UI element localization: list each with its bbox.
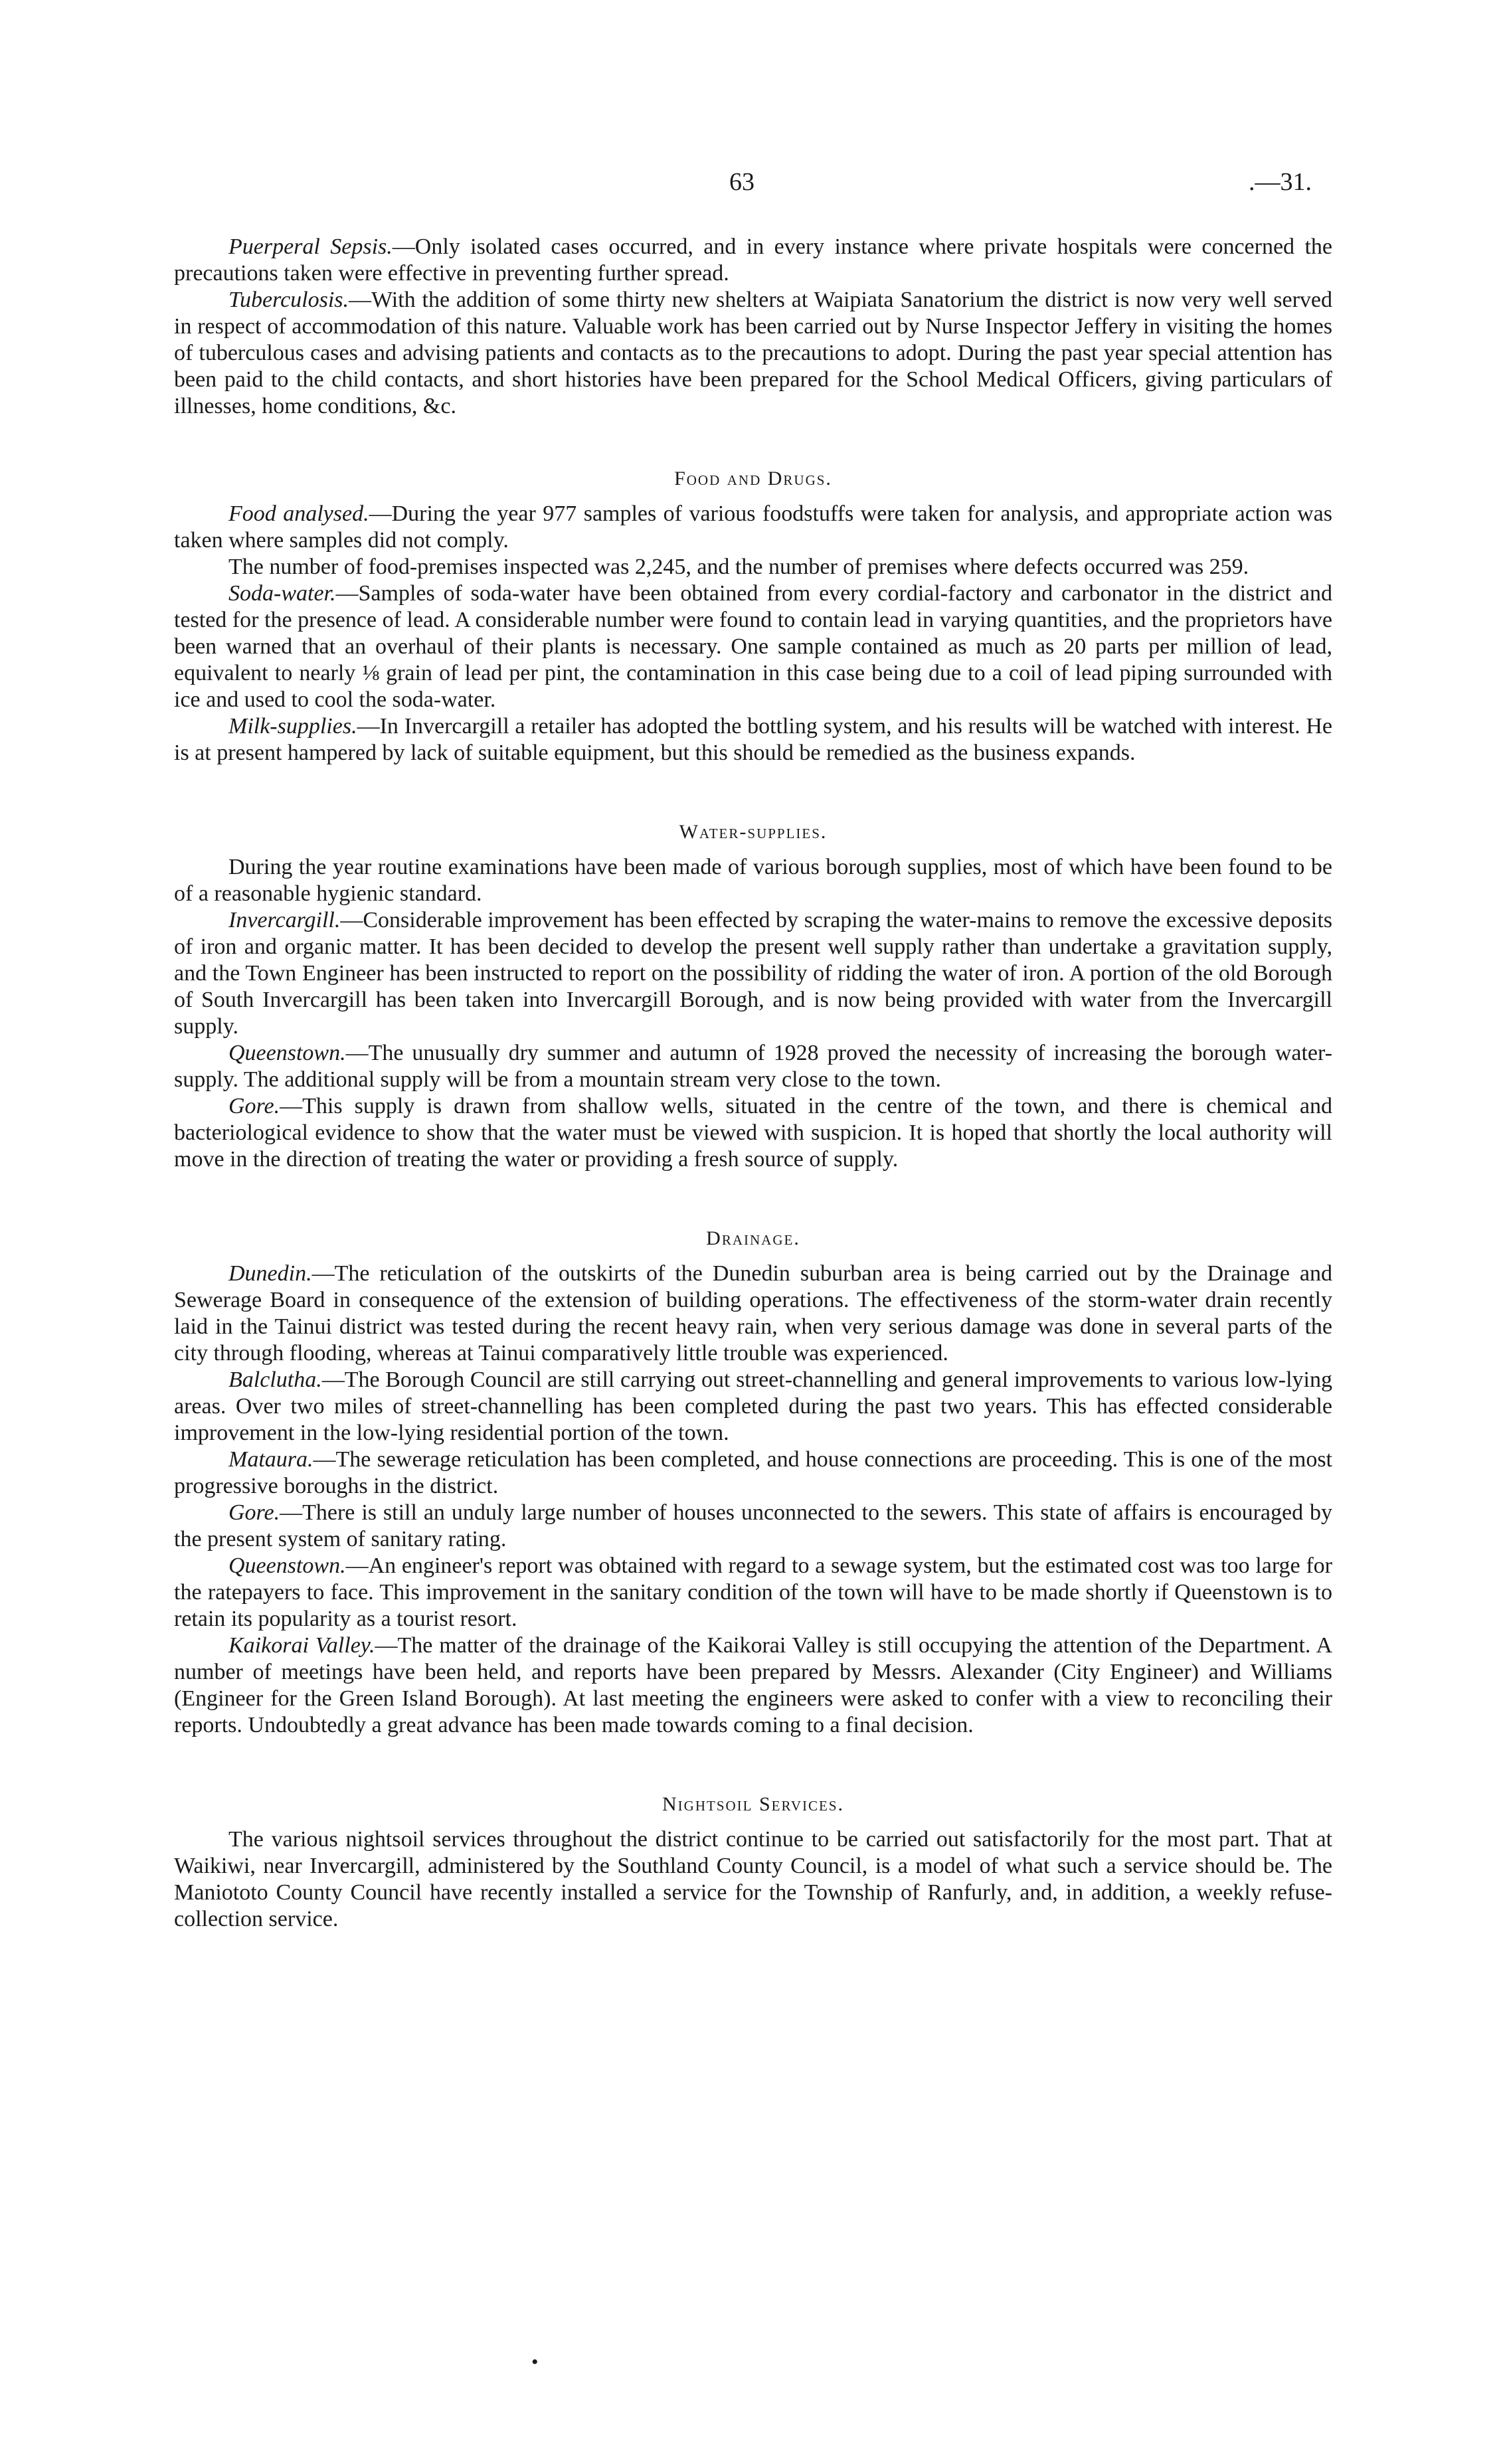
paragraph-text: —The reticulation of the outskirts of the Dunedin suburban area is being carried out by the Drainage and Sewerage Board in consequence of the extension of building operations. The effectiveness of the storm-water drain recently laid in the Tainui district was tested during the recent heavy rain, when very serious damage was done in several parts of the city through flooding, whereas at Tainui comparatively little trouble was experienced. — [174, 1261, 1332, 1365]
paragraph-lead: Gore. — [228, 1500, 280, 1525]
paragraph-puerperal-sepsis — [174, 234, 1332, 287]
section-heading-nightsoil-services: Nightsoil Services. — [662, 1793, 844, 1815]
paragraph-water-invercargill — [174, 907, 1332, 1040]
paragraph-food-analysed — [174, 501, 1332, 554]
paragraph-drainage-dunedin — [174, 1261, 1332, 1367]
paragraph-lead: Dunedin. — [228, 1261, 312, 1286]
paragraph-drainage-balclutha — [174, 1367, 1332, 1447]
section-heading-food-and-drugs: Food and Drugs. — [674, 468, 832, 489]
paragraph-soda-water — [174, 580, 1332, 713]
paragraph-lead: Queenstown. — [228, 1041, 346, 1065]
footer-mark: • — [531, 2351, 539, 2373]
paragraph-water-gore — [174, 1093, 1332, 1173]
paragraph-text: —Samples of soda-water have been obtained from every cordial-factory and carbonator in the district and tested for the presence of lead. A considerable number were found to contain lead in varying quantities, and the proprietors have been warned that an overhaul of their plants is necessary. One sample contained as much as 20 parts per million of lead, equivalent to nearly ⅛ grain of lead per pint, the contamination in this case being due to a coil of lead piping surrounded with ice and used to cool the soda-water. — [174, 581, 1332, 712]
paragraph-food-premises — [174, 554, 1332, 580]
paragraph-text: The various nightsoil services throughout the district continue to be carried out satisfactorily for the most part. That at Waikiwi, near Invercargill, administered by the Southland County Council, is a model of what such a service should be. The Maniototo County Council have recently installed a service for the Township of Ranfurly, and, in addition, a weekly refuse-collection service. — [174, 1827, 1332, 1931]
paragraph-water-routine — [174, 854, 1332, 907]
page-body — [174, 234, 1332, 1933]
paragraph-text: —With the addition of some thirty new shelters at Waipiata Sanatorium the district is now very well served in respect of accommodation of this nature. Valuable work has been carried out by Nurse Inspector Jeffery in visiting the homes of tuberculous cases and advising patients and contacts as to the precautions to adopt. During the past year special attention has been paid to the child contacts, and short histories have been prepared for the School Medical Officers, giving particulars of illnesses, home conditions, &c. — [174, 288, 1332, 418]
paragraph-lead: Queenstown. — [228, 1553, 346, 1578]
paragraph-lead: Gore. — [228, 1094, 280, 1118]
paragraph-text: —This supply is drawn from shallow wells, situated in the centre of the town, and there is chemical and bacteriological evidence to show that the water must be viewed with suspicion. It is hoped that shortly the local authority will move in the direction of treating the water or providing a fresh source of supply. — [174, 1094, 1332, 1172]
paragraph-nightsoil — [174, 1826, 1332, 1933]
paragraph-lead: Soda-water. — [228, 581, 336, 606]
paragraph-text: —In Invercargill a retailer has adopted the bottling system, and his results will be watched with interest. He is at present hampered by lack of suitable equipment, but this should be remedied as the business expands. — [174, 714, 1332, 765]
page-header — [0, 167, 1507, 207]
paragraph-lead: Milk-supplies. — [228, 714, 357, 739]
paragraph-drainage-gore — [174, 1500, 1332, 1553]
paragraph-drainage-mataura — [174, 1447, 1332, 1500]
paragraph-text: —During the year 977 samples of various foodstuffs were taken for analysis, and appropriate action was taken where samples did not comply. — [174, 501, 1332, 553]
paragraph-water-queenstown — [174, 1040, 1332, 1093]
page-number: 63 — [729, 168, 754, 196]
paragraph-text: —Only isolated cases occurred, and in every instance where private hospitals were concerned the precautions taken were effective in preventing further spread. — [174, 234, 1333, 286]
paragraph-text: —The sewerage reticulation has been completed, and house connections are proceeding. This is one of the most progressive boroughs in the district. — [174, 1447, 1332, 1498]
paragraph-text: —The unusually dry summer and autumn of 1928 proved the necessity of increasing the borough water-supply. The additional supply will be from a mountain stream very close to the town. — [174, 1041, 1332, 1092]
paragraph-lead: Mataura. — [228, 1447, 313, 1472]
paragraph-text: —The matter of the drainage of the Kaikorai Valley is still occupying the attention of the Department. A number of meetings have been held, and reports have been prepared by Messrs. Alexander (City Engineer) and Williams (Engineer for the Green Island Borough). At last meeting the engineers were asked to confer with a view to reconciling their reports. Undoubtedly a great advance has been made towards coming to a final decision. — [174, 1633, 1333, 1737]
paragraph-lead: Food analysed. — [228, 501, 369, 526]
paragraph-text: —There is still an unduly large number of houses unconnected to the sewers. This state of affairs is encouraged by the present system of sanitary rating. — [174, 1500, 1332, 1551]
paragraph-lead: Tuberculosis. — [228, 288, 349, 312]
section-heading-drainage: Drainage. — [706, 1227, 800, 1249]
paragraph-lead: Kaikorai Valley. — [228, 1633, 375, 1658]
paragraph-text: —Considerable improvement has been effected by scraping the water-mains to remove the excessive deposits of iron and organic matter. It has been decided to develop the present well supply rather than undertake a gravitation supply, and the Town Engineer has been instructed to report on the possibility of ridding the water of iron. A portion of the old Borough of South Invercargill has been taken into Invercargill Borough, and is now being provided with water from the Invercargill supply. — [174, 908, 1332, 1039]
paragraph-tuberculosis — [174, 287, 1332, 420]
paragraph-lead: Invercargill. — [228, 908, 341, 932]
section-heading-water-supplies: Water-supplies. — [679, 821, 828, 843]
paragraph-text: —The Borough Council are still carrying out street-channelling and general improvements to various low-lying areas. Over two miles of street-channelling has been completed during the past two years. This has effected considerable improvement in the low-lying residential portion of the town. — [174, 1367, 1332, 1445]
document-reference: .—31. — [1249, 168, 1312, 196]
paragraph-lead: Puerperal Sepsis. — [228, 234, 393, 259]
paragraph-text: During the year routine examinations have been made of various borough supplies, most of which have been found to be of a reasonable hygienic standard. — [174, 855, 1332, 906]
paragraph-drainage-queenstown — [174, 1553, 1332, 1632]
paragraph-milk-supplies — [174, 713, 1332, 766]
paragraph-drainage-kaikorai-valley — [174, 1632, 1332, 1739]
paragraph-lead: Balclutha. — [228, 1367, 322, 1392]
paragraph-text: The number of food-premises inspected was 2,245, and the number of premises where defects occurred was 259. — [228, 555, 1249, 579]
paragraph-text: —An engineer's report was obtained with regard to a sewage system, but the estimated cost was too large for the ratepayers to face. This improvement in the sanitary condition of the town will have to be made shortly if Queenstown is to retain its popularity as a tourist resort. — [174, 1553, 1332, 1631]
